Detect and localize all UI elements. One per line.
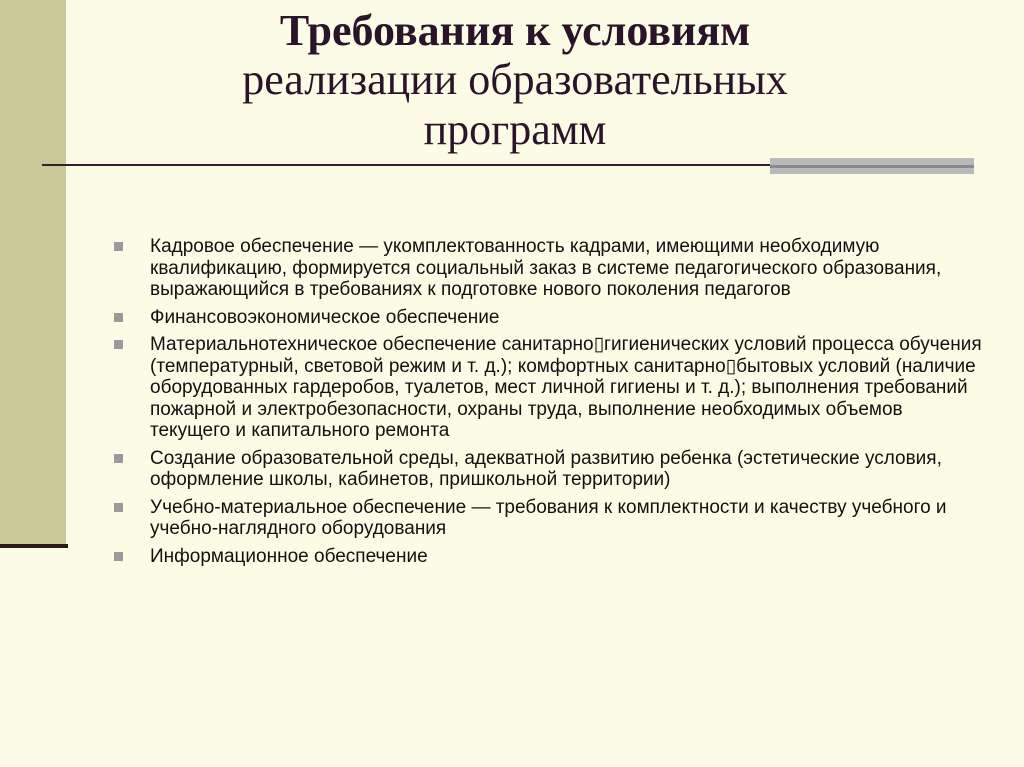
bullet-text: Кадровое обеспечение — укомплектованность кадрами, имеющими необходимую квалификацию, формируется социальный заказ в системе педагогического образования, выражающийся в требованиях к подготовке нового поколения педагогов	[150, 236, 942, 300]
list-item	[112, 334, 982, 442]
title-line-3: программ	[423, 104, 607, 154]
bullet-list	[112, 236, 982, 567]
square-bullet-icon	[114, 340, 123, 349]
square-bullet-icon	[114, 454, 123, 463]
list-item	[112, 307, 982, 329]
square-bullet-icon	[114, 552, 123, 561]
content-area	[112, 236, 982, 573]
left-band-underline	[0, 544, 68, 548]
title-line-2: реализации образовательных	[242, 55, 788, 105]
square-bullet-icon	[114, 313, 123, 322]
left-decorative-band	[0, 0, 66, 546]
square-bullet-icon	[114, 503, 123, 512]
bullet-text: Финансовоэкономическое обеспечение	[150, 306, 500, 328]
bullet-text: Создание образовательной среды, адекватной развитию ребенка (эстетические условия, оформление школы, кабинетов, пришкольной территории)	[150, 447, 942, 490]
list-item	[112, 448, 982, 491]
square-bullet-icon	[114, 242, 123, 251]
bullet-text: Учебно-материальное обеспечение — требования к комплектности и качеству учебного и учебно-наглядного оборудования	[150, 496, 947, 539]
title-divider-line	[42, 164, 772, 166]
slide-title	[80, 6, 950, 154]
bullet-text: Информационное обеспечение	[150, 545, 428, 567]
list-item	[112, 497, 982, 540]
title-divider-gray-bar-stripe	[770, 165, 974, 168]
list-item	[112, 546, 982, 568]
list-item	[112, 236, 982, 301]
bullet-text: Материальнотехническое обеспечение санитарно▯гигиенических условий процесса обучения (температурный, световой режим и т. д.); комфортных санитарно▯бытовых условий (наличие оборудованных гардеробов, туалетов, мест личной гигиены и т. д.); выполнения требований пожарной и электробезопасности, охраны труда, выполнение необходимых объемов текущего и капитального ремонта	[150, 334, 982, 441]
title-line-1: Требования к условиям	[279, 6, 751, 55]
